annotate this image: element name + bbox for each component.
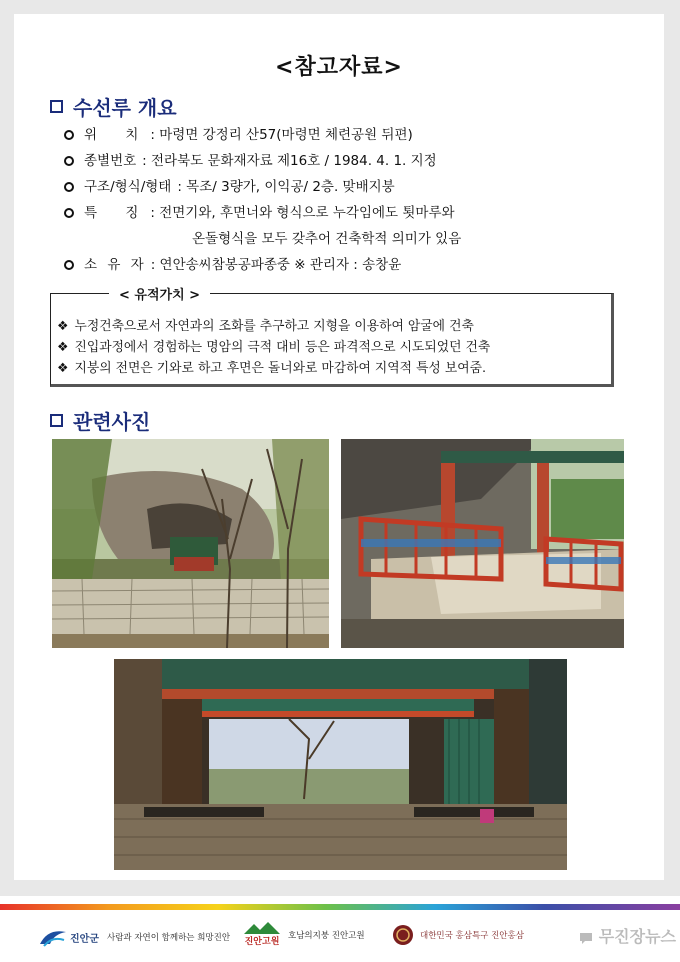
photos-heading <box>50 406 150 435</box>
row-value: : 연안송씨참봉공파종중 ※ 관리자 : 송창윤 <box>150 257 402 273</box>
circle-bullet-icon <box>64 208 74 218</box>
row-value: : 목조/ 3량가, 이익공/ 2층. 맞배지붕 <box>177 179 395 195</box>
heritage-value-title: < 유적가치 > <box>109 284 210 303</box>
heritage-value-box <box>50 288 614 387</box>
logo-name: 진안고원 <box>244 937 280 947</box>
overview-row-designation <box>64 148 461 174</box>
list-item <box>57 337 490 358</box>
diamond-bullet-icon: ❖ <box>57 361 69 376</box>
circle-bullet-icon <box>64 182 74 192</box>
jinan-wave-icon <box>38 926 68 948</box>
logo-name: 진안군 <box>70 933 99 945</box>
circle-bullet-icon <box>64 156 74 166</box>
footer <box>0 896 680 962</box>
list-item-text: 진입과정에서 경험하는 명암의 극적 대비 등은 파격적으로 시도되었던 건축 <box>74 340 491 355</box>
list-item <box>57 358 490 379</box>
logo-slogan: 호남의지붕 진안고원 <box>288 930 365 941</box>
mountain-icon <box>244 922 280 934</box>
overview-heading <box>50 92 177 121</box>
jinan-plateau-logo <box>244 922 365 947</box>
row-label: 종별번호 <box>84 153 137 169</box>
diamond-bullet-icon: ❖ <box>57 340 69 355</box>
rainbow-stripe <box>0 904 680 910</box>
square-bullet-icon <box>50 414 63 427</box>
overview-row-structure <box>64 174 461 200</box>
row-label: 위 치 <box>84 127 151 143</box>
page-title: <참고자료> <box>275 55 403 80</box>
logo-slogan: 사람과 자연이 함께하는 희망진안 <box>106 933 231 943</box>
document-page <box>14 14 664 880</box>
row-value: : 마령면 강정리 산57(마령면 체련공원 뒤편) <box>150 127 413 143</box>
red-ginseng-logo <box>392 924 524 946</box>
speech-bubble-icon <box>579 931 593 945</box>
photo-pavilion-interior <box>114 659 567 870</box>
watermark <box>579 924 676 947</box>
overview-row-owner <box>64 252 461 278</box>
row-label: 특 징 <box>84 205 151 221</box>
photo-pavilion-exterior <box>52 439 329 648</box>
row-label: 소 유 자 <box>84 257 147 273</box>
ginseng-seal-icon <box>392 924 414 946</box>
list-item-text: 누정건축으로서 자연과의 조화를 추구하고 지형을 이용하여 암굴에 건축 <box>74 319 474 334</box>
list-item-text: 지붕의 전면은 기와로 하고 후면은 돌너와로 마감하여 지역적 특성 보여줌. <box>74 361 487 376</box>
overview-row-location <box>64 122 461 148</box>
overview-heading-text: 수선루 개요 <box>73 96 177 120</box>
row-value: : 전라북도 문화재자료 제16호 / 1984. 4. 1. 지정 <box>142 153 437 169</box>
list-item <box>57 316 490 337</box>
photos-heading-text: 관련사진 <box>73 410 151 434</box>
plateau-mark <box>244 922 280 947</box>
heritage-value-list <box>57 316 490 379</box>
photo-veranda-railing <box>341 439 624 648</box>
square-bullet-icon <box>50 100 63 113</box>
row-label: 구조/형식/형태 <box>84 179 172 195</box>
logo-slogan: 대한민국 홍삼특구 진안홍삼 <box>420 931 524 941</box>
watermark-text: 무진장뉴스 <box>598 927 676 946</box>
jinan-county-logo <box>38 926 230 948</box>
overview-row-feature-cont <box>64 226 461 252</box>
row-value-continued: 온돌형식을 모두 갖추어 건축학적 의미가 있음 <box>192 231 462 247</box>
overview-list <box>64 122 461 278</box>
row-value: : 전면기와, 후면너와 형식으로 누각임에도 툇마루와 <box>150 205 455 221</box>
overview-row-feature <box>64 200 461 226</box>
circle-bullet-icon <box>64 130 74 140</box>
diamond-bullet-icon: ❖ <box>57 319 69 334</box>
circle-bullet-icon <box>64 260 74 270</box>
